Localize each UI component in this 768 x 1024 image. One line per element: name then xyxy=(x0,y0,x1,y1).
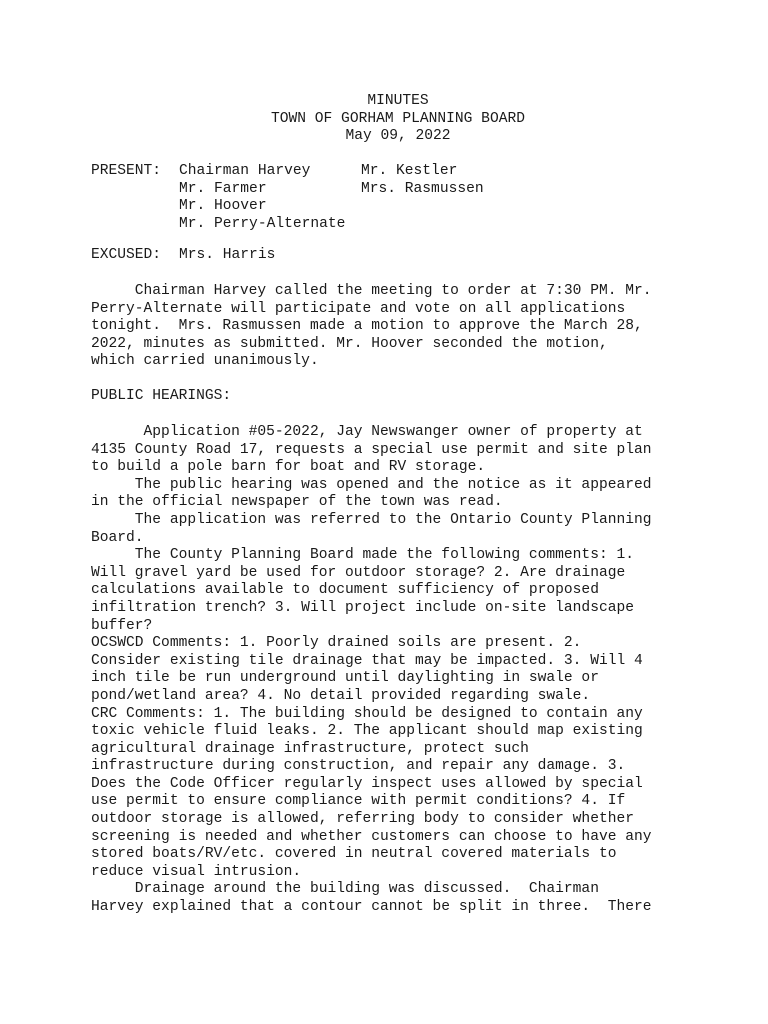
excused-row xyxy=(91,247,731,265)
body-line: infiltration trench? 3. Will project include on-site landscape xyxy=(91,599,634,616)
body-line: 4135 County Road 17, requests a special use permit and site plan xyxy=(91,441,652,458)
present-member: Mr. Kestler xyxy=(361,163,458,179)
present-member: Mrs. Rasmussen xyxy=(361,180,484,197)
body-line: The application was referred to the Ontario County Planning xyxy=(91,511,652,528)
body-line: in the official newspaper of the town was read. xyxy=(91,494,503,511)
present-row xyxy=(91,163,731,181)
document-header xyxy=(0,93,768,146)
public-hearing-body xyxy=(91,424,731,917)
opening-paragraph xyxy=(91,283,731,371)
public-hearings-heading xyxy=(91,388,731,406)
body-line: agricultural drainage infrastructure, protect such xyxy=(91,740,529,757)
paragraph-line: Chairman Harvey called the meeting to order at 7:30 PM. Mr. xyxy=(91,283,652,299)
paragraph-line: tonight. Mrs. Rasmussen made a motion to approve the March 28, xyxy=(91,318,643,335)
excused-list xyxy=(91,247,731,265)
present-member: Mr. Hoover xyxy=(179,198,267,215)
body-line: outdoor storage is allowed, referring body to consider whether xyxy=(91,811,634,828)
body-line: inch tile be run underground until daylighting in swale or xyxy=(91,670,599,687)
body-line: The County Planning Board made the following comments: 1. xyxy=(91,547,634,564)
body-line: calculations available to document sufficiency of proposed xyxy=(91,582,599,599)
body-line: Consider existing tile drainage that may be impacted. 3. Will 4 xyxy=(91,652,643,669)
header-date: May 09, 2022 xyxy=(345,128,451,145)
body-line: stored boats/RV/etc. covered in neutral covered materials to xyxy=(91,846,617,863)
body-line: buffer? xyxy=(91,617,153,634)
excused-label: EXCUSED: xyxy=(91,247,162,263)
body-line: CRC Comments: 1. The building should be designed to contain any xyxy=(91,705,643,722)
present-member: Chairman Harvey xyxy=(179,163,311,179)
body-line: pond/wetland area? 4. No detail provided regarding swale. xyxy=(91,687,591,704)
body-line: Will gravel yard be used for outdoor storage? 2. Are drainage xyxy=(91,564,626,581)
body-line: screening is needed and whether customers can choose to have any xyxy=(91,828,652,845)
body-line: toxic vehicle fluid leaks. 2. The applicant should map existing xyxy=(91,723,643,740)
body-line: Does the Code Officer regularly inspect uses allowed by special xyxy=(91,775,643,792)
body-line: The public hearing was opened and the notice as it appeared xyxy=(91,476,652,493)
present-row xyxy=(91,216,731,234)
present-row xyxy=(91,181,731,199)
body-line: Harvey explained that a contour cannot be split in three. There xyxy=(91,899,652,916)
present-member: Mr. Farmer xyxy=(179,180,267,197)
paragraph-line: 2022, minutes as submitted. Mr. Hoover seconded the motion, xyxy=(91,335,608,352)
paragraph-line: Perry-Alternate will participate and vote on all applications xyxy=(91,300,626,317)
body-line: infrastructure during construction, and repair any damage. 3. xyxy=(91,758,626,775)
present-member: Mr. Perry-Alternate xyxy=(179,215,346,232)
paragraph-line: which carried unanimously. xyxy=(91,353,319,370)
present-row xyxy=(91,198,731,216)
body-line: reduce visual intrusion. xyxy=(91,863,302,880)
present-label: PRESENT: xyxy=(91,163,162,179)
header-organization: TOWN OF GORHAM PLANNING BOARD xyxy=(271,110,525,127)
body-line: Board. xyxy=(91,529,144,546)
body-line: Application #05-2022, Jay Newswanger owner of property at xyxy=(91,424,643,440)
excused-member: Mrs. Harris xyxy=(179,247,276,263)
present-list xyxy=(91,163,731,233)
body-line: use permit to ensure compliance with permit conditions? 4. If xyxy=(91,793,626,810)
section-heading: PUBLIC HEARINGS: xyxy=(91,388,232,404)
body-line: to build a pole barn for boat and RV storage. xyxy=(91,459,486,476)
body-line: Drainage around the building was discussed. Chairman xyxy=(91,881,599,898)
body-line: OCSWCD Comments: 1. Poorly drained soils are present. 2. xyxy=(91,635,582,652)
header-title: MINUTES xyxy=(367,93,429,109)
